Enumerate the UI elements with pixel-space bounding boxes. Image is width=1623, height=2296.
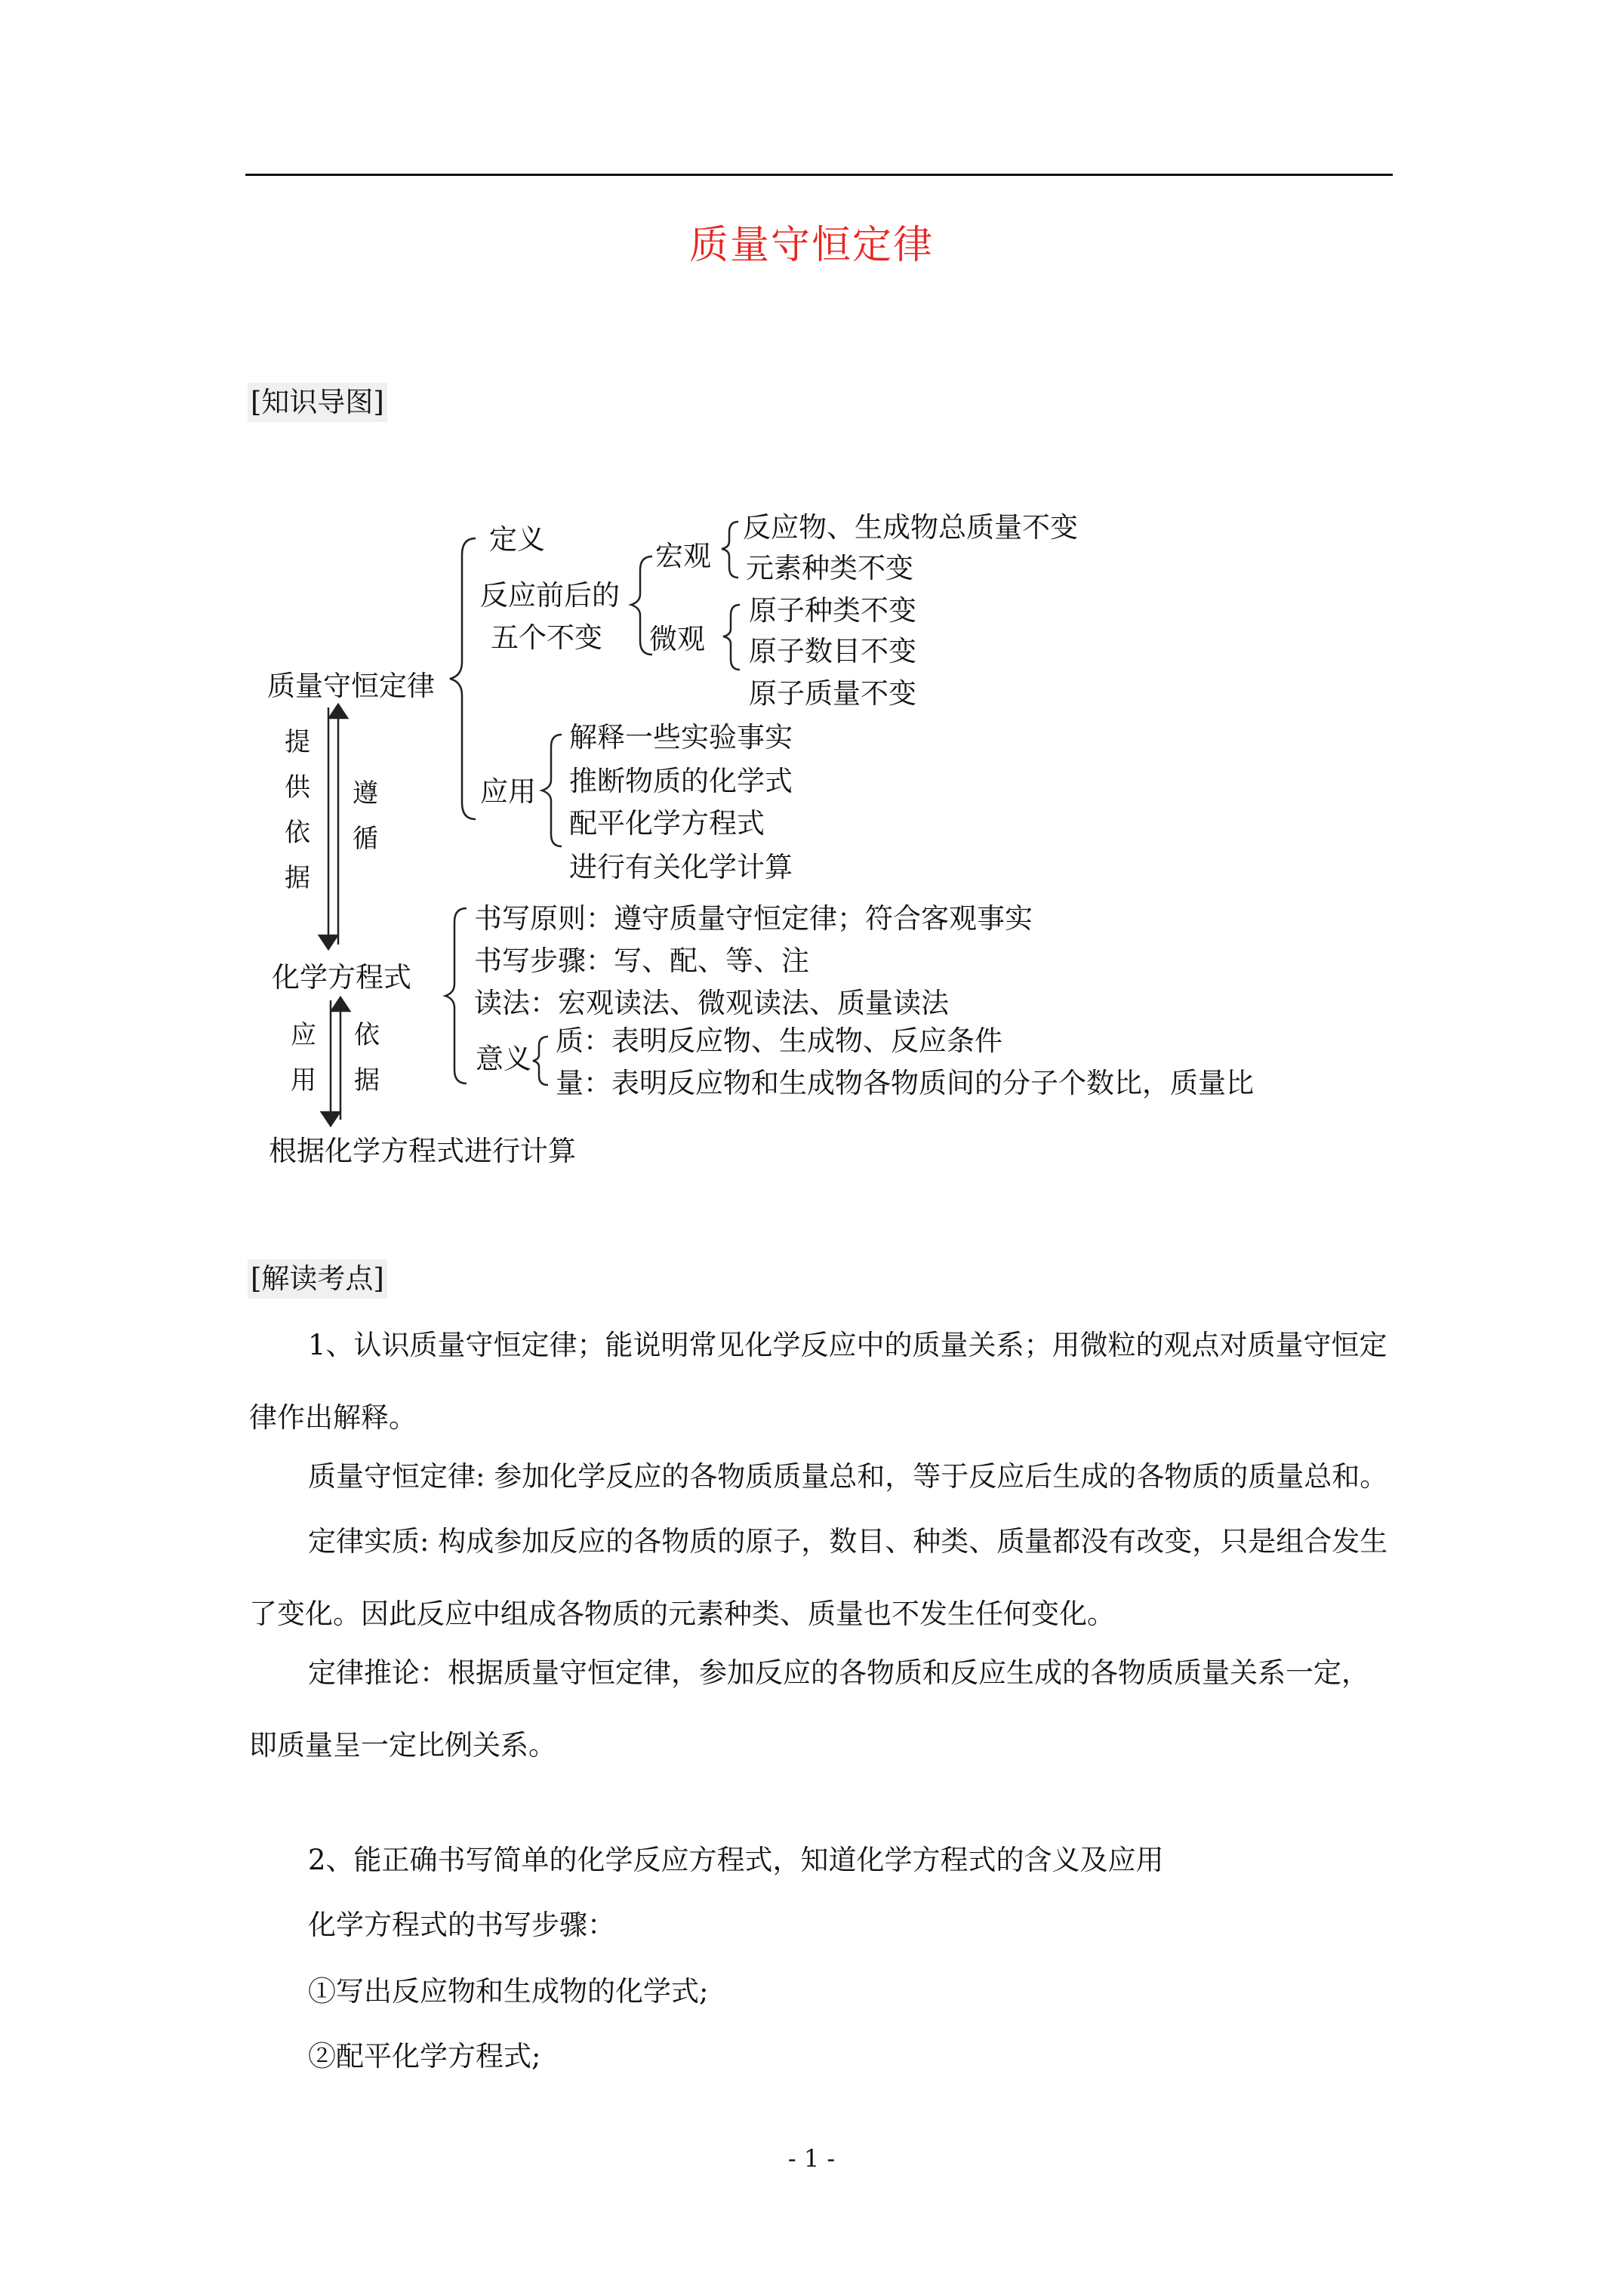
macro-item: 反应物、生成物总质量不变 (743, 511, 1078, 544)
label-provide-basis: 提供依据 (285, 727, 310, 893)
node-micro: 微观 (649, 623, 705, 655)
node-root: 质量守恒定律 (267, 670, 435, 702)
paragraph-law-essence: 定律实质: 构成参加反应的各物质的原子，数目、种类、质量都没有改变，只是组合发生了变化。因此反应中组成各物质的元素种类、质量也不发生任何变化。 (249, 1525, 1388, 1630)
node-definition: 定义 (489, 523, 545, 556)
equation-item: 读法：宏观读法、微观读法、质量读法 (474, 987, 949, 1019)
page-number: - 1 - (787, 2144, 836, 2173)
section-tag-key-points: [解读考点] (248, 1259, 387, 1299)
meaning-item: 质：表明反应物、生成物、反应条件 (556, 1025, 1002, 1057)
application-item: 配平化学方程式 (569, 807, 765, 840)
node-application: 应用 (480, 775, 536, 808)
paragraph-step-2: ②配平化学方程式; (308, 2040, 541, 2073)
equation-item: 书写原则：遵守质量守恒定律；符合客观事实 (474, 902, 1033, 935)
application-item: 推断物质的化学式 (569, 765, 793, 797)
node-meaning: 意义 (476, 1043, 531, 1075)
micro-item: 原子质量不变 (749, 677, 916, 710)
label-follow: 遵循 (353, 778, 378, 854)
paragraph-law-inference: 定律推论：根据质量守恒定律，参加反应的各物质和反应生成的各物质质量关系一定，即质量呈一定比例关系。 (249, 1657, 1369, 1761)
application-item: 进行有关化学计算 (569, 851, 793, 883)
label-basis: 依据 (354, 1020, 380, 1096)
meaning-item: 量：表明反应物和生成物各物质间的分子个数比，质量比 (556, 1067, 1254, 1099)
paragraph-point-1: 1、认识质量守恒定律；能说明常见化学反应中的质量关系；用微粒的观点对质量守恒定律作出解释。 (249, 1329, 1387, 1434)
equation-item: 书写步骤：写、配、等、注 (474, 945, 809, 977)
node-macro: 宏观 (655, 540, 711, 572)
page-title: 质量守恒定律 (688, 223, 934, 268)
knowledge-map (257, 495, 1344, 1193)
paragraph-point-2: 2、能正确书写简单的化学反应方程式，知道化学方程式的含义及应用 (308, 1844, 1164, 1876)
section-tag-knowledge-map: [知识导图] (248, 383, 387, 422)
node-equation: 化学方程式 (272, 961, 411, 994)
paragraph-law-definition: 质量守恒定律: 参加化学反应的各物质质量总和，等于反应后生成的各物质的质量总和。 (308, 1460, 1388, 1493)
node-invariants-line1: 反应前后的 (480, 579, 620, 612)
node-invariants-line2: 五个不变 (491, 621, 602, 654)
application-item: 解释一些实验事实 (569, 721, 793, 754)
label-apply: 应用 (291, 1020, 316, 1096)
header-rule (245, 174, 1393, 176)
micro-item: 原子数目不变 (749, 635, 916, 667)
micro-item: 原子种类不变 (749, 594, 916, 627)
paragraph-writing-steps: 化学方程式的书写步骤： (308, 1909, 615, 1941)
node-calculation: 根据化学方程式进行计算 (269, 1135, 576, 1167)
macro-item: 元素种类不变 (746, 552, 913, 584)
brace-application (542, 735, 562, 846)
brace-meaning (533, 1037, 548, 1085)
brace-micro (723, 605, 740, 670)
paragraph-step-1: ①写出反应物和生成物的化学式; (308, 1975, 709, 2008)
brace-root (450, 538, 476, 819)
brace-equation (445, 908, 467, 1083)
brace-macro (722, 522, 738, 578)
